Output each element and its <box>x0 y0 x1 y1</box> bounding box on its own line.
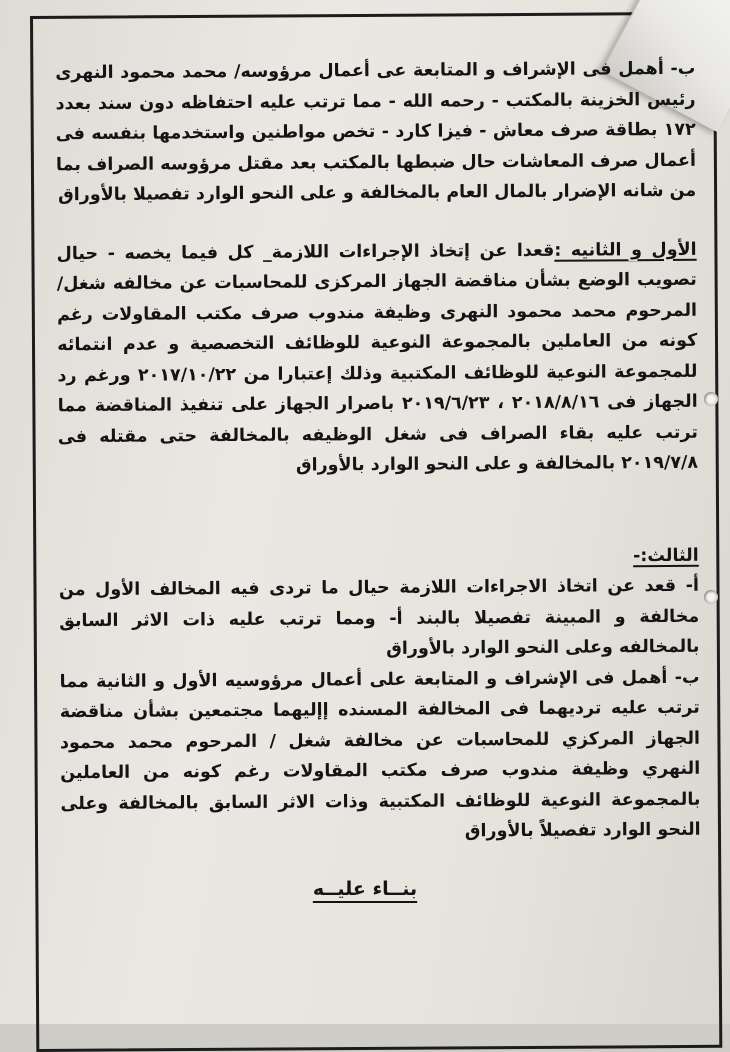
paragraph-b-first: ب- أهمل فى الإشراف و المتابعة عى أعمال مرؤوسه/ محمد محمود النهرى رئيس الخزينة بالمكتب - رحمه الله - مما ترتب عليه احتفاظه دون سند بعدد ١٧٢ بطاقة صرف معاش - فيزا كارد - تخص مواطنين واستخدمها بنفسه فى أعمال صرف المعاشات حال ضبطها بالمكتب بعد مقتل مرؤوسه الصراف بما من شانه الإضرار بالمال العام بالمخالفة و على النحو الوارد تفصيلا بالأوراق <box>55 58 697 206</box>
first-second-body: قعدا عن إتخاذ الإجراءات اللازمة_ كل فيما يخصه - حيال تصويب الوضع بشأن مناقضة الجهاز المركزى للمحاسبات عن مخالفه شغل/ المرحوم محمد محمود النهرى وظيفة مندوب صرف مكتب المقاولات رغم كونه من العاملين بالمجموعة النوعية للوظائف التخصصية و عدم انتمائه للمجموعة النوعية للوظائف المكتبية وذلك إعتبارا من ٢٠١٧/١٠/٢٢ ورغم رد الجهاز فى ٢٠١٨/٨/١٦ ، ٢٠١٩/٦/٢٣ باصرار الجهاز على تنفيذ المناقضة مما ترتب عليه بقاء الصراف فى شغل الوظيفه بالمخالفة حتى مقتله فى ٢٠١٩/٧/٨ بالمخالفة و على النحو الوارد بالأوراق <box>56 240 699 476</box>
document-body <box>55 54 701 850</box>
first-second-label: الأول و الثانيه : <box>554 239 697 261</box>
paragraph-first-second <box>57 234 699 482</box>
punch-hole-lower <box>704 590 718 604</box>
third-heading: الثالث:- <box>633 545 699 566</box>
closing-heading: بنــاء عليــه <box>312 878 418 900</box>
punch-hole-upper <box>704 392 718 406</box>
third-item-a: أ- قعد عن اتخاذ الاجراءات اللازمة حيال ما تردى فيه المخالف الأول من مخالفة و المبينة تفصيلا بالبند أ- ومما ترتب عليه ذات الاثر السابق بالمخالفه وعلى النحو الوارد بالأوراق <box>58 575 700 659</box>
third-item-b: ب- أهمل فى الإشراف و المتابعة على أعمال مرؤوسيه الأول و الثانية مما ترتب عليه ترديهما فى المخالفة المسنده إإليهما مجتمعين بشأن مناقضة الجهاز المركزي للمحاسبات عن مخالفة شغل / المرحوم محمد محمود النهري وظيفة مندوب صرف مكتب المقاولات رغم كونه من العاملين بالمجموعة النوعية للوظائف المكتبية وذات الاثر السابق بالمخالفة وعلى النحو الوارد تفصيلاً بالأوراق <box>59 667 701 842</box>
